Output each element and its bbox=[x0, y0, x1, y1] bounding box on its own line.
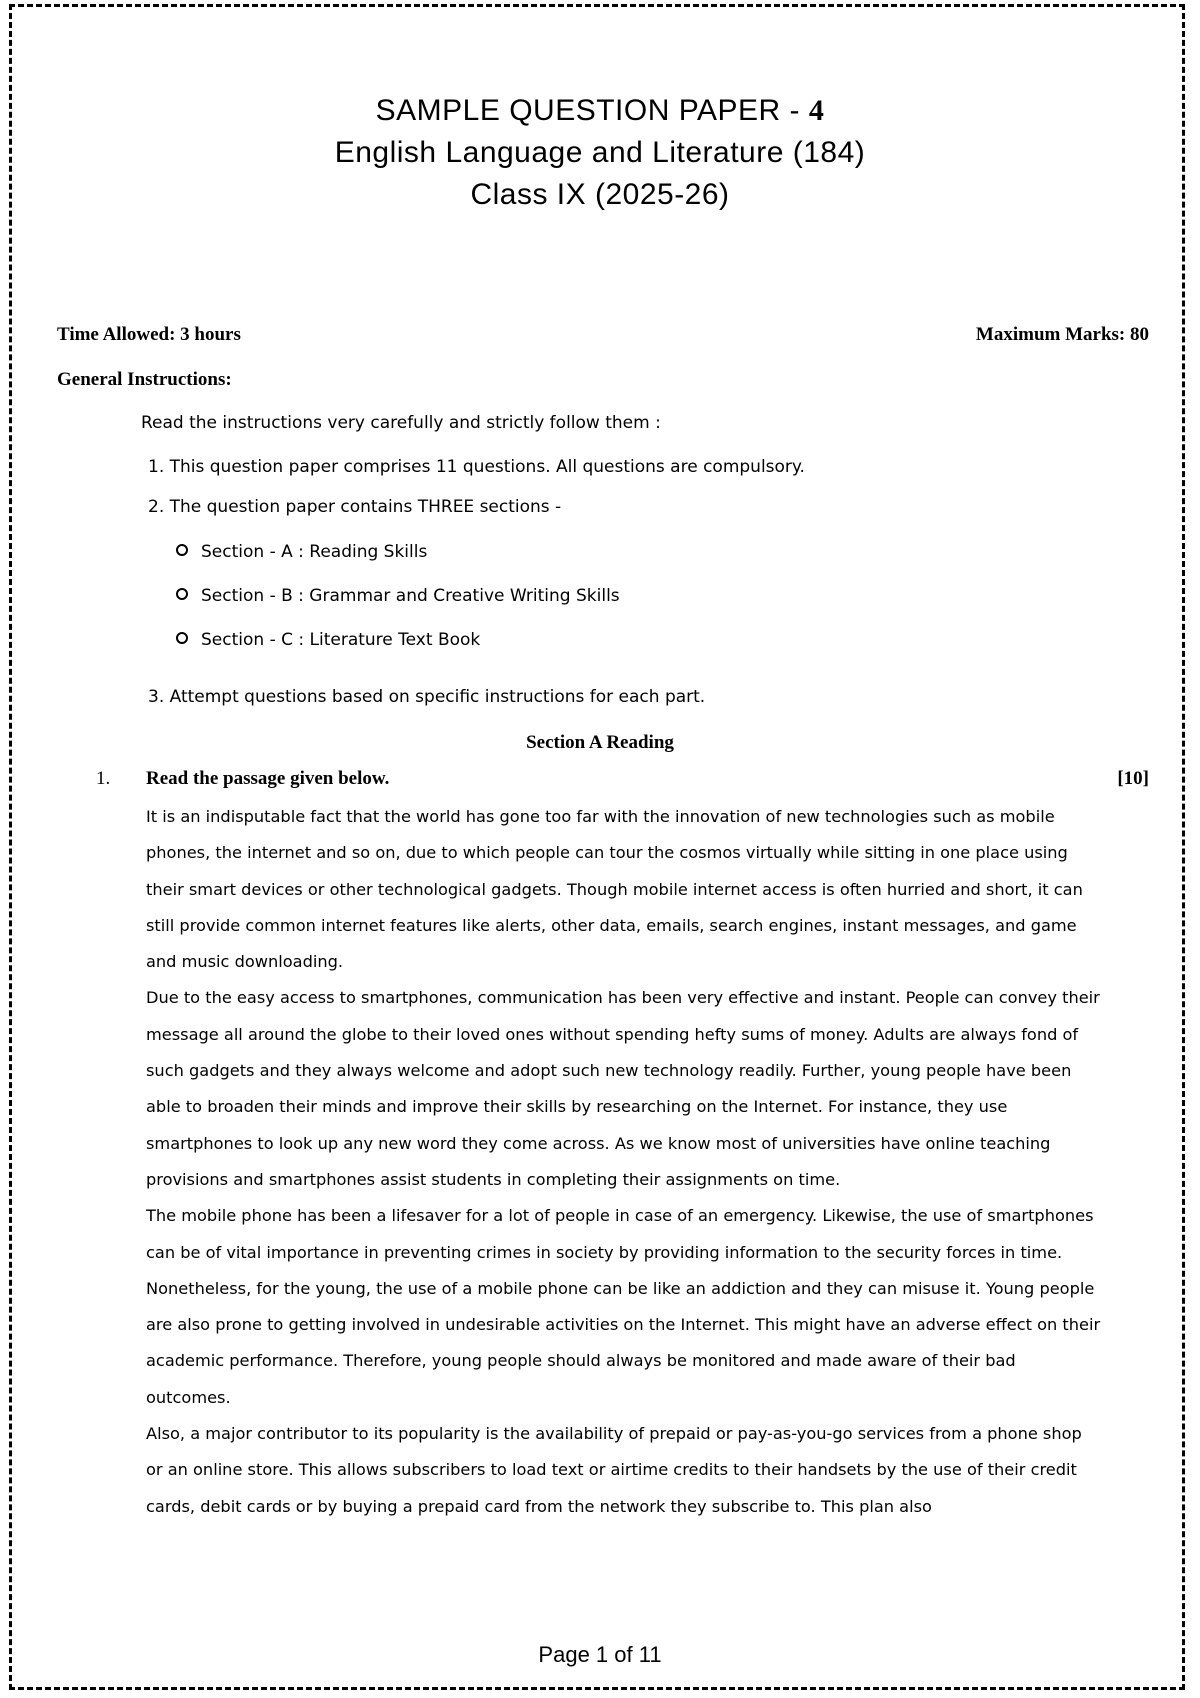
question-marks: [10] bbox=[1117, 768, 1149, 789]
section-bullet: Section - C : Literature Text Book bbox=[176, 630, 480, 650]
instructions-lead: Read the instructions very carefully and strictly follow them : bbox=[141, 413, 661, 433]
passage-paragraph: It is an indisputable fact that the world has gone too far with the innovation of new technologies such as mobile phones, the internet and so on, due to which people can tour the cosmos virtually while sitting in one place using their smart devices or other technological gadgets. Though mobile internet access is often hurried and short, it can still provide common internet features like alerts, other data, emails, search engines, instant messages, and game and music downloading. bbox=[146, 807, 1083, 972]
time-allowed: Time Allowed: 3 hours bbox=[57, 324, 241, 345]
circle-bullet-icon bbox=[176, 632, 188, 644]
question-number: 1. bbox=[96, 768, 111, 789]
instructions-heading: General Instructions: bbox=[57, 369, 232, 390]
page-number: Page 1 of 11 bbox=[538, 1642, 662, 1667]
passage-paragraph: Due to the easy access to smartphones, communication has been very effective and instant. People can convey their message all around the globe to their loved ones without spending hefty sums of money. Adults are always fond of such gadgets and they always welcome and adopt such new technology readily. Further, young people have been able to broaden their minds and improve their skills by researching on the Internet. For instance, they use smartphones to look up any new word they come across. As we know most of universities have online teaching provisions and smartphones assist students in completing their assignments on time. bbox=[146, 988, 1100, 1189]
passage-paragraph: The mobile phone has been a lifesaver for a lot of people in case of an emergency. Likewise, the use of smartphones can be of vital importance in preventing crimes in society by providing information to the security forces in time. bbox=[146, 1206, 1094, 1262]
paper-number: 4 bbox=[808, 94, 825, 127]
exam-meta bbox=[57, 324, 1149, 346]
instruction-item: 2. The question paper contains THREE sections - bbox=[148, 497, 562, 517]
question-text: Read the passage given below. bbox=[146, 768, 390, 789]
paper-class-year: Class IX (2025-26) bbox=[470, 178, 730, 211]
circle-bullet-icon bbox=[176, 588, 188, 600]
section-bullet: Section - A : Reading Skills bbox=[176, 542, 427, 562]
maximum-marks: Maximum Marks: 80 bbox=[975, 324, 1149, 345]
passage-paragraph: Also, a major contributor to its popularity is the availability of prepaid or pay-as-you-go services from a phone shop or an online store. This allows subscribers to load text or airtime credits to their handsets by the use of their credit cards, debit cards or by buying a prepaid card from the network they subscribe to. This plan also bbox=[146, 1424, 1082, 1516]
paper-subject: English Language and Literature (184) bbox=[334, 136, 866, 169]
section-a-title: Section A Reading bbox=[526, 732, 674, 753]
paper-title: SAMPLE QUESTION PAPER - 4 bbox=[375, 94, 825, 127]
circle-bullet-icon bbox=[176, 544, 188, 556]
passage-paragraph: Nonetheless, for the young, the use of a mobile phone can be like an addiction and they can misuse it. Young people are also prone to getting involved in undesirable activities on the Internet. This might have an adverse effect on their academic performance. Therefore, young people should always be monitored and made aware of their bad outcomes. bbox=[146, 1278, 1101, 1407]
paper-header bbox=[0, 90, 1200, 216]
section-bullet: Section - B : Grammar and Creative Writing Skills bbox=[176, 586, 620, 606]
instruction-item: 1. This question paper comprises 11 questions. All questions are compulsory. bbox=[148, 457, 805, 477]
reading-passage bbox=[146, 799, 1101, 1525]
instruction-item: 3. Attempt questions based on specific instructions for each part. bbox=[148, 687, 706, 707]
